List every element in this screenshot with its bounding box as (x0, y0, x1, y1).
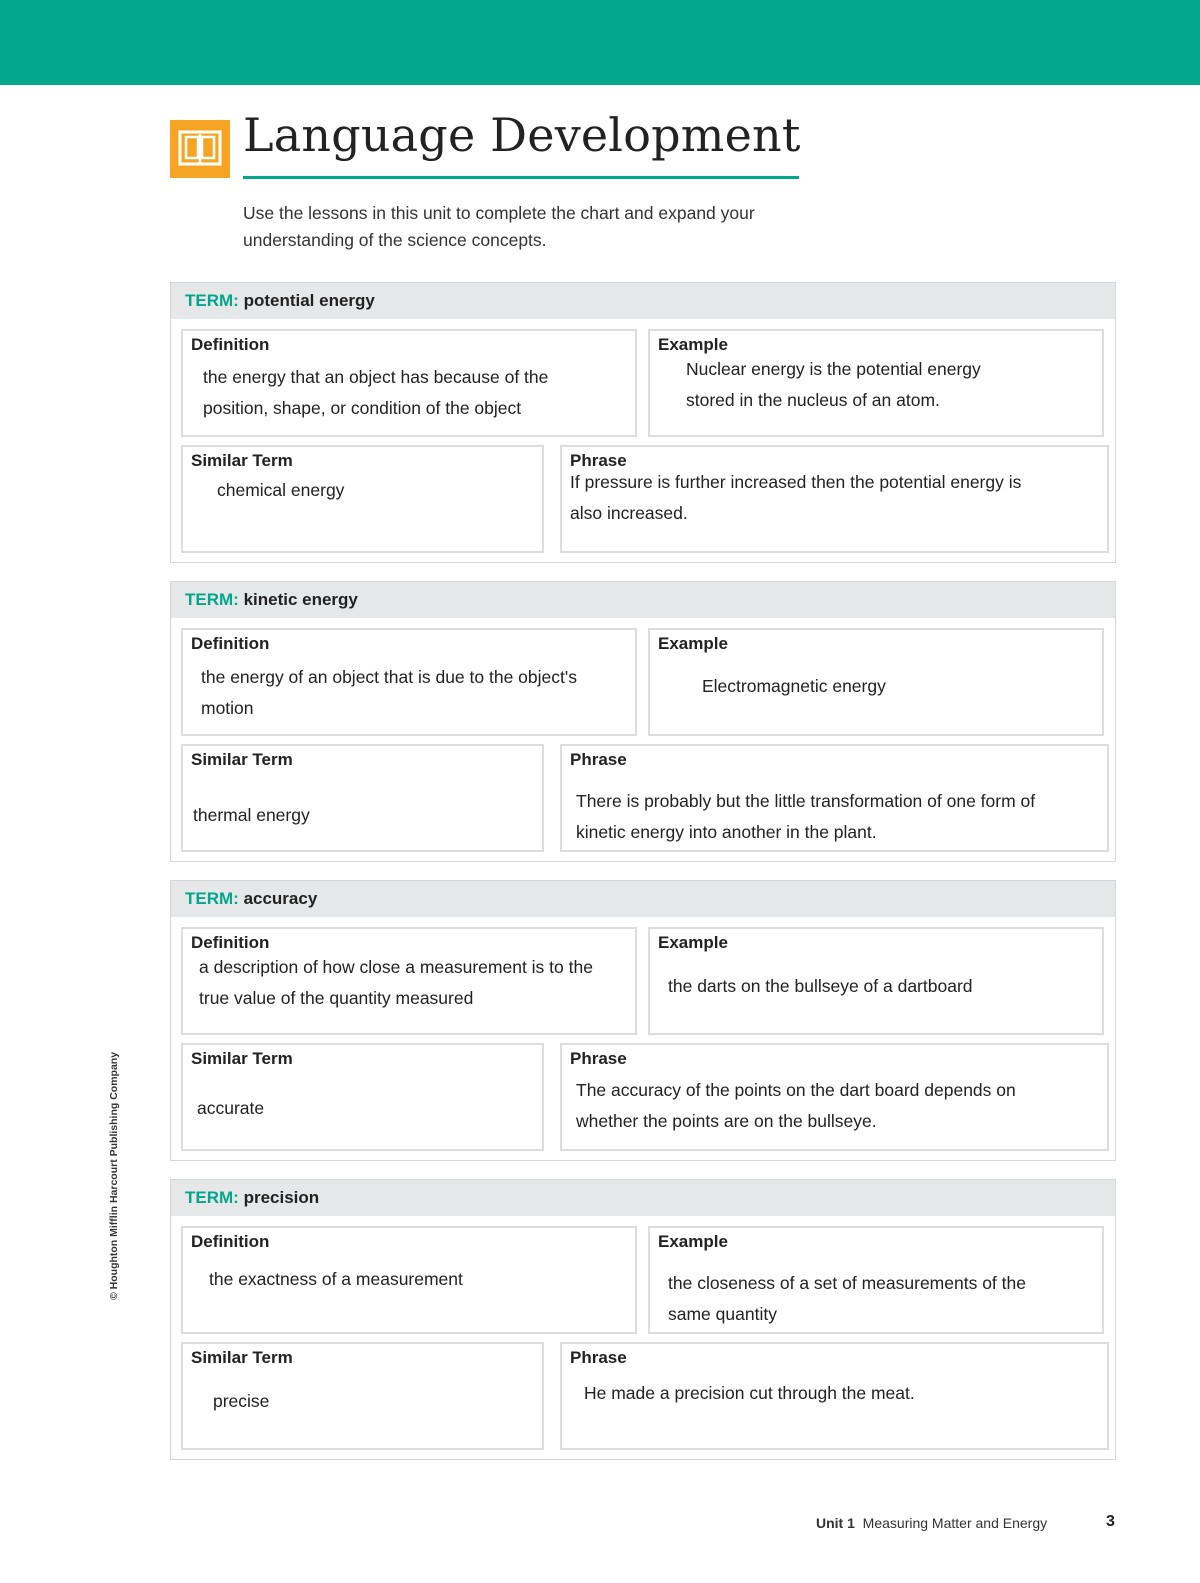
example-text: the closeness of a set of measurements of the same quantity (668, 1273, 1026, 1324)
example-label: Example (658, 634, 728, 653)
term-body (171, 1216, 1115, 1459)
similar-term-label: Similar Term (191, 1348, 293, 1367)
term-card-potential-energy (170, 282, 1116, 563)
term-label: TERM: (185, 1188, 239, 1207)
term-name: accuracy (243, 889, 318, 908)
definition-box (181, 628, 637, 736)
example-text: Electromagnetic energy (702, 676, 886, 696)
example-label: Example (658, 335, 728, 354)
term-card-accuracy (170, 880, 1116, 1161)
term-name: potential energy (243, 291, 375, 310)
phrase-label: Phrase (570, 1049, 627, 1068)
example-box (648, 329, 1104, 437)
definition-label: Definition (191, 335, 270, 354)
intro-text: Use the lessons in this unit to complete the chart and expand your understanding of the science concepts. (243, 203, 755, 250)
term-heading (185, 1188, 319, 1208)
similar-term-text: thermal energy (193, 805, 310, 825)
definition-label: Definition (191, 1232, 270, 1251)
page-title: Language Development (243, 108, 801, 162)
unit-label: Unit 1 (816, 1515, 855, 1531)
definition-text: the energy of an object that is due to the object's motion (201, 667, 577, 718)
definition-label: Definition (191, 933, 270, 952)
phrase-box (560, 1043, 1109, 1151)
similar-term-box (181, 1342, 544, 1450)
term-name: kinetic energy (243, 590, 358, 609)
example-box (648, 628, 1104, 736)
phrase-text: If pressure is further increased then the potential energy is also increased. (570, 472, 1022, 523)
term-body (171, 618, 1115, 861)
term-label: TERM: (185, 889, 239, 908)
similar-term-text: chemical energy (217, 480, 345, 500)
term-heading (185, 291, 375, 311)
term-card-kinetic-energy (170, 581, 1116, 862)
definition-box (181, 329, 637, 437)
similar-term-label: Similar Term (191, 750, 293, 769)
phrase-text: He made a precision cut through the meat. (584, 1383, 915, 1403)
phrase-label: Phrase (570, 451, 627, 470)
similar-term-box (181, 1043, 544, 1151)
copyright-note: © Houghton Mifflin Harcourt Publishing Company (108, 1051, 120, 1300)
definition-box (181, 1226, 637, 1334)
definition-text: the energy that an object has because of the position, shape, or condition of the object (203, 367, 549, 418)
similar-term-text: accurate (197, 1098, 265, 1118)
example-box (648, 927, 1104, 1035)
example-text: Nuclear energy is the potential energy stored in the nucleus of an atom. (686, 359, 981, 410)
term-body (171, 917, 1115, 1160)
example-label: Example (658, 933, 728, 952)
definition-box (181, 927, 637, 1035)
term-heading (185, 590, 358, 610)
similar-term-text: precise (213, 1391, 270, 1411)
similar-term-box (181, 445, 544, 553)
page-number: 3 (1106, 1513, 1115, 1530)
unit-title: Measuring Matter and Energy (862, 1515, 1048, 1531)
definition-text: the exactness of a measurement (209, 1269, 463, 1289)
book-icon (170, 120, 230, 178)
phrase-box (560, 1342, 1109, 1450)
phrase-text: The accuracy of the points on the dart board depends on whether the points are on the bullseye. (576, 1080, 1016, 1131)
similar-term-label: Similar Term (191, 451, 293, 470)
example-text: the darts on the bullseye of a dartboard (668, 976, 973, 996)
term-label: TERM: (185, 590, 239, 609)
definition-text: a description of how close a measurement is to the true value of the quantity measured (199, 957, 593, 1008)
top-banner (0, 0, 1200, 85)
phrase-label: Phrase (570, 750, 627, 769)
example-box (648, 1226, 1104, 1334)
similar-term-box (181, 744, 544, 852)
phrase-box (560, 744, 1109, 852)
similar-term-label: Similar Term (191, 1049, 293, 1068)
phrase-label: Phrase (570, 1348, 627, 1367)
definition-label: Definition (191, 634, 270, 653)
example-label: Example (658, 1232, 728, 1251)
term-name: precision (243, 1188, 320, 1207)
term-body (171, 319, 1115, 562)
term-card-precision (170, 1179, 1116, 1460)
footer-unit (816, 1515, 1047, 1531)
phrase-text: There is probably but the little transformation of one form of kinetic energy into another in the plant. (576, 791, 1036, 842)
phrase-box (560, 445, 1109, 553)
title-underline (243, 176, 799, 179)
term-label: TERM: (185, 291, 239, 310)
term-heading (185, 889, 317, 909)
